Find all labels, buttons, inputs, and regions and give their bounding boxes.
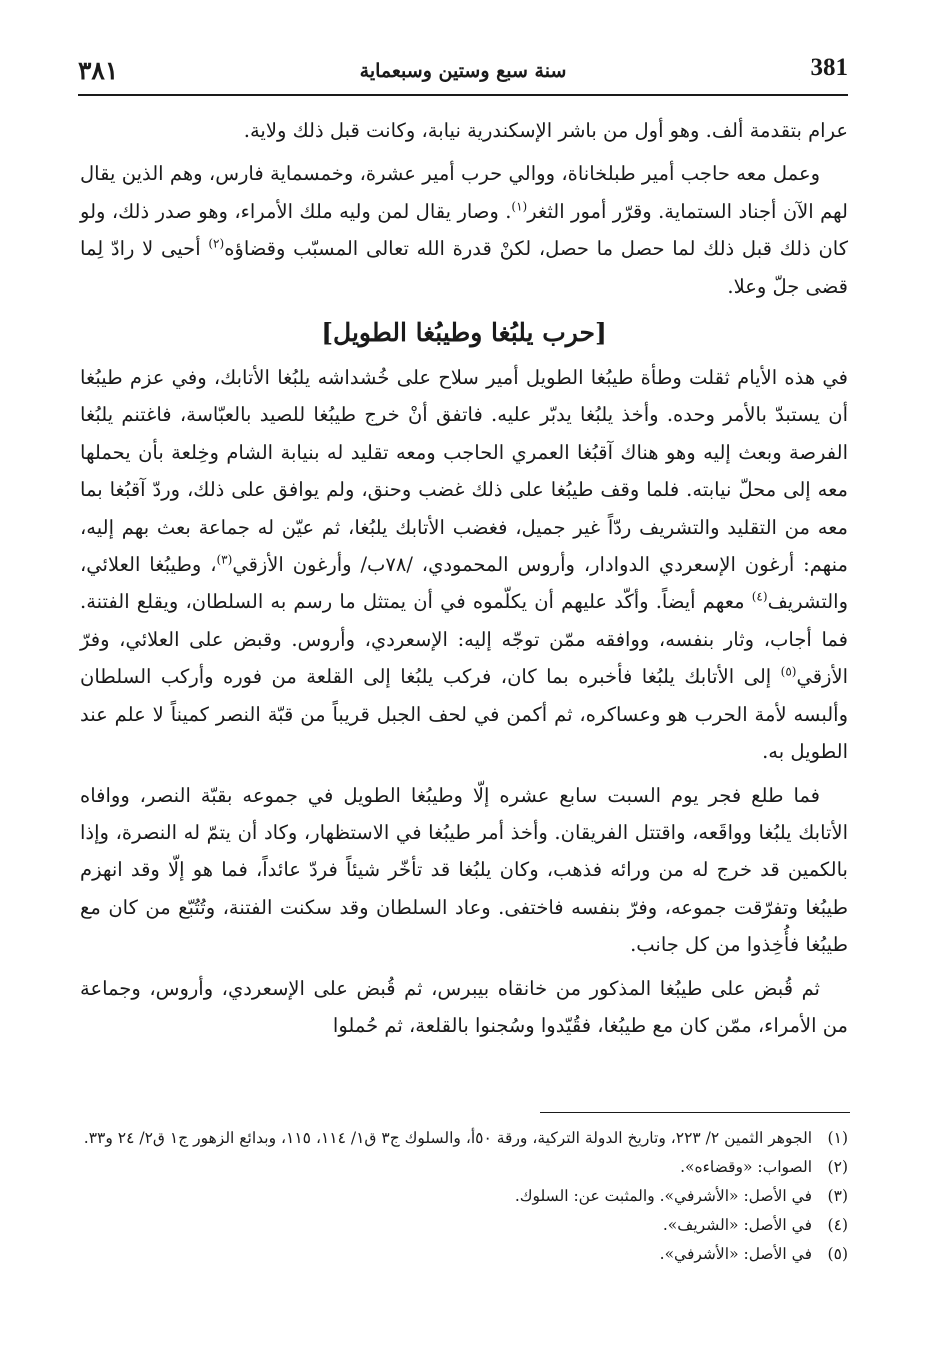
footnote-number: (١)	[827, 1129, 848, 1147]
paragraph-2-part-b: . وصار يقال لمن وليه ملك الأمراء، وهو صدر ذلك، ولو كان ذلك قبل ذلك لما حصل ما حصل، لكنْ قدرة الله تعالى المسبّب وقضاؤه	[80, 199, 848, 261]
footnote-text: في الأصل: «الأشرفي».	[659, 1245, 812, 1263]
page-number-arabic: ٣٨١	[78, 56, 119, 85]
paragraph-5: ثم قُبض على طيبُغا المذكور من خانقاه بيبرس، ثم قُبض على الإسعردي، وأروس، وجماعة من الأمراء، ممّن كان مع طيبُغا، فقُيّدوا وسُجنوا بالقلعة، ثم حُملوا	[80, 976, 848, 1037]
footnote-text: الجوهر الثمين ٢/ ٢٢٣، وتاريخ الدولة التركية، ورقة ٥٠أ، والسلوك ج٣ ق١/ ١١٤، ١١٥، وبدائع الزهور ج١ ق٢/ ٢٤ و٣٣.	[83, 1129, 812, 1147]
footnote-number: (٣)	[827, 1187, 848, 1205]
main-text	[80, 112, 848, 1044]
footnote	[80, 1182, 848, 1211]
footnote-number: (٤)	[827, 1216, 848, 1234]
footnote	[80, 1124, 848, 1153]
paragraph-1: عرام بتقدمة ألف. وهو أول من باشر الإسكندرية نيابة، وكانت قبل ذلك ولاية.	[243, 119, 848, 142]
footnote-ref-5: (٥)	[780, 664, 797, 679]
page-number-latin: 381	[810, 54, 848, 81]
footnote-number: (٢)	[827, 1158, 848, 1176]
paragraph-4: فما طلع فجر يوم السبت سابع عشره إلّا وطيبُغا الطويل في جموعه بقبّة النصر، ووافاه الأتابك يلبُغا وواقَعه، واقتتل الفريقان. وأخذ أمر طيبُغا في الاستظهار، وكاد أن يتمّ له النصرة، وإذا بالكمين قد خرج له من ورائه فذهب، وكان يلبُغا قد تأخّر شيئاً فردّ عائداً، فما هو إلّا وقد انهزم طيبُغا وتفرّقت جموعه، وفرّ بنفسه فاختفى. وعاد السلطان وقد سكنت الفتنة، وتُتُبّع من كان مع طيبُغا فأُخِذوا من كل جانب.	[80, 783, 848, 957]
section-heading: [حرب يلبُغا وطيبُغا الطويل]	[321, 318, 607, 348]
footnote	[80, 1153, 848, 1182]
footnote-number: (٥)	[827, 1245, 848, 1263]
footnote-text: في الأصل: «الشريف».	[662, 1216, 812, 1234]
paragraph-3-part-b: ، وطيبُغا العلائي، والتشريف	[80, 553, 848, 614]
footnote-ref-1: (١)	[511, 199, 528, 214]
paragraph-3	[80, 359, 848, 770]
header-rule	[78, 94, 848, 96]
footnote-text: الصواب: «وقضاءه».	[680, 1158, 812, 1176]
paragraph-3-part-a: في هذه الأيام ثقلت وطأة طيبُغا الطويل أمير سلاح على خُشداشه يلبُغا الأتابك، وفي عزم طيبُغا أن يستبدّ بالأمر وحده. وأخذ يلبُغا يدبّر عليه. فاتفق أنْ خرج طيبُغا للصيد بالعبّاسة، فاغتنم يلبُغا الفرصة وبعث إليه وهو هناك آقبُغا العمري الحاجب ومعه تقليد له بنيابة الشام وخِلعة بأن يحملها معه إلى محلّ نيابته. فلما وقف طيبُغا على ذلك غضب وحنق، ولم يوافق على ذلك، وردّ آقبُغا بما معه من التقليد والتشريف ردّاً غير جميل، فغضب الأتابك يلبُغا، ثم عيّن له جماعة بعث بهم إليه، منهم: أرغون الإسعردي الدوادار، وأروس المحمودي، /٧٨ب/ وأرغون الأزقي	[80, 366, 848, 577]
paragraph-2	[80, 155, 848, 305]
footnote-ref-4: (٤)	[751, 589, 768, 604]
footnote	[80, 1211, 848, 1240]
footnote-rule	[540, 1112, 850, 1113]
footnote	[80, 1240, 848, 1269]
paragraph-2-part-c: أحيى لا رادّ لِما قضى جلّ وعلا.	[80, 237, 848, 298]
paragraph-3-part-c: معهم أيضاً. وأكّد عليهم أن يكلّموه في أن يمتثل ما رسم به السلطان، ويقلع الفتنة. فما أجاب، وثار بنفسه، ووافقه ممّن توجّه إليه: الإسعردي، وأروس. وقبض على العلائي، وفرّ الأزقي	[80, 590, 848, 689]
footnote-ref-2: (٢)	[208, 236, 225, 251]
paragraph-2-part-a: وعمل معه حاجب أمير طبلخاناة، ووالي حرب أمير عشرة، وخمسماية فارس، وهم الذين يقال لهم الآن أجناد الستماية. وقرّر أمور الثغر	[80, 162, 848, 223]
footnote-ref-3: (٣)	[216, 552, 233, 567]
running-title: سنة سبع وستين وسبعماية	[359, 60, 567, 82]
footnotes	[80, 1124, 848, 1269]
running-header	[78, 52, 848, 92]
paragraph-3-part-d: إلى الأتابك يلبُغا فأخبره بما كان، فركب يلبُغا إلى القلعة من فوره وأركب السلطان وألبسه لأمة الحرب هو وعساكره، ثم أكمن في لحف الجبل قريباً من قبّة النصر كميناً لا علم عند الطويل به.	[80, 665, 848, 764]
footnote-text: في الأصل: «الأشرفي». والمثبت عن: السلوك.	[514, 1187, 812, 1205]
